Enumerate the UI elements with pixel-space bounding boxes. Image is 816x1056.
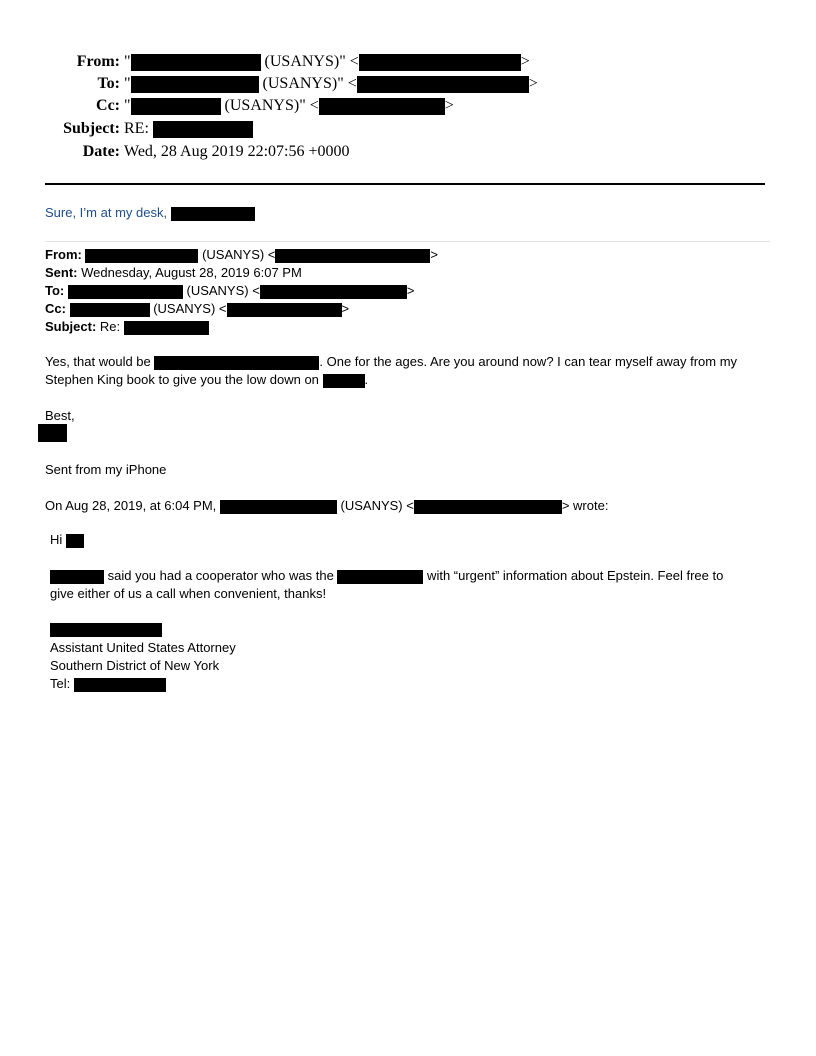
redaction-box: [154, 356, 319, 370]
quoted-from: From: (USANYS) < >: [45, 247, 438, 262]
quoted-subject: Subject: Re:: [45, 318, 438, 336]
redaction-box: [66, 534, 84, 548]
redaction-box: [171, 207, 255, 221]
redaction-box: [74, 678, 166, 692]
sent-from-line: Sent from my iPhone: [45, 462, 167, 477]
signature-office: Southern District of New York: [50, 658, 220, 673]
body-paragraph: Yes, that would be . One for the ages. Are you around now? I can tear myself away from my Stephen King book to give you the low down on .: [45, 354, 738, 387]
quoted-to: To: (USANYS) < >: [45, 283, 415, 298]
to-label: To:: [97, 75, 120, 92]
redaction-box: [414, 500, 562, 514]
subject-label: Subject:: [63, 120, 120, 137]
date-value: Wed, 28 Aug 2019 22:07:56 +0000: [124, 143, 350, 160]
signature-title: Assistant United States Attorney: [50, 640, 236, 655]
redaction-box: [359, 54, 521, 71]
redaction-box: [38, 424, 67, 442]
redaction-box: [227, 303, 342, 317]
signature-tel: Tel:: [50, 675, 236, 693]
original-greeting: Hi: [50, 531, 84, 549]
signature-block: [50, 639, 236, 693]
redaction-box: [260, 285, 407, 299]
redaction-box: [319, 98, 445, 115]
redaction-box: [50, 623, 162, 637]
attribution-line: On Aug 28, 2019, at 6:04 PM, (USANYS) < > wrote:: [45, 498, 609, 513]
quoted-sent: Sent: Wednesday, August 28, 2019 6:07 PM: [45, 265, 302, 280]
redaction-box: [275, 249, 430, 263]
header-divider: [45, 183, 765, 185]
redaction-box: [68, 285, 183, 299]
original-paragraph: said you had a cooperator who was the with “urgent” information about Epstein. Feel free to give either of us a call when convenient, thanks!: [50, 568, 724, 601]
quoted-header: [45, 246, 438, 336]
redaction-box: [70, 303, 150, 317]
redaction-box: [323, 374, 365, 388]
redaction-box: [131, 76, 259, 93]
redaction-box: [50, 570, 104, 584]
cc-label: Cc:: [96, 97, 120, 114]
quote-divider: [45, 241, 770, 242]
redaction-box: [85, 249, 198, 263]
redaction-box: [220, 500, 337, 514]
redaction-box: [124, 321, 209, 335]
reply-text: Sure, I’m at my desk,: [45, 205, 255, 221]
closing: Best,: [45, 408, 75, 423]
redaction-box: [357, 76, 529, 93]
redaction-box: [131, 98, 221, 115]
redaction-box: [153, 121, 253, 138]
redaction-box: [337, 570, 423, 584]
quoted-cc: Cc: (USANYS) < >: [45, 301, 350, 316]
from-label: From:: [76, 53, 120, 70]
date-label: Date:: [82, 143, 120, 160]
redaction-box: [131, 54, 261, 71]
